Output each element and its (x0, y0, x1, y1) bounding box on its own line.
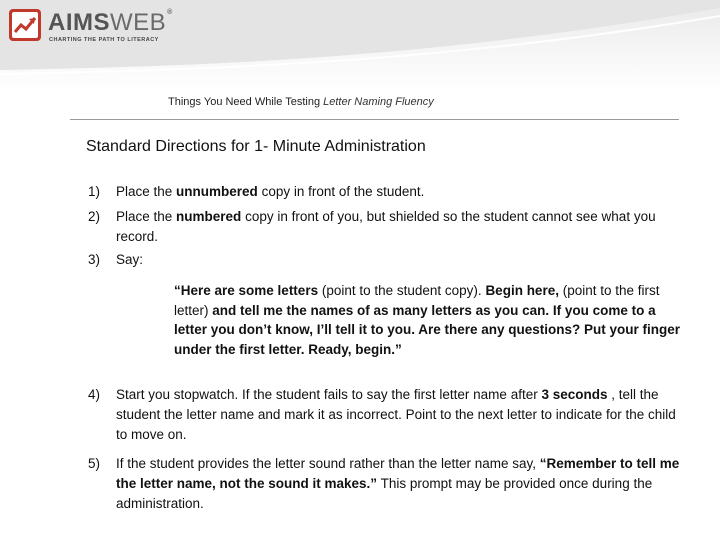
script-quote: “Here are some letters (point to the student copy). Begin here, (point to the first letter) and tell me the names of as many letters as you can. If you come to a letter you don’t know, I’ll tell it to you. Are there any questions? Put your finger under the first letter. Ready, begin.” (174, 283, 681, 357)
step-text: Say: (116, 252, 144, 267)
logo-tagline: CHARTING THE PATH TO LITERACY (49, 37, 159, 43)
logo-wordmark: AIMSWEB® (48, 9, 173, 36)
step-number: 1) (88, 184, 101, 199)
page-subtitle: Things You Need While Testing Letter Naming Fluency (168, 96, 434, 108)
chart-arrow-logo-icon (8, 8, 42, 42)
step-number: 5) (88, 456, 101, 471)
aimsweb-logo (8, 8, 218, 46)
page-title: Standard Directions for 1- Minute Administration (86, 138, 426, 155)
step-text: Start you stopwatch. If the student fails to say the first letter name after 3 seconds , tell the student the letter name and mark it as incorrect. Point to the next letter to indicate for the child to move on. (116, 387, 676, 442)
step-number: 4) (88, 387, 101, 402)
step-number: 2) (88, 209, 101, 224)
step-text: Place the numbered copy in front of you, but shielded so the student cannot see what you record. (116, 209, 656, 244)
step-text: Place the unnumbered copy in front of the student. (116, 184, 425, 199)
step-number: 3) (88, 252, 101, 267)
divider (70, 119, 679, 120)
step-text: If the student provides the letter sound rather than the letter name say, “Remember to tell me the letter name, not the sound it makes.” This prompt may be provided once during the administration. (116, 456, 680, 511)
